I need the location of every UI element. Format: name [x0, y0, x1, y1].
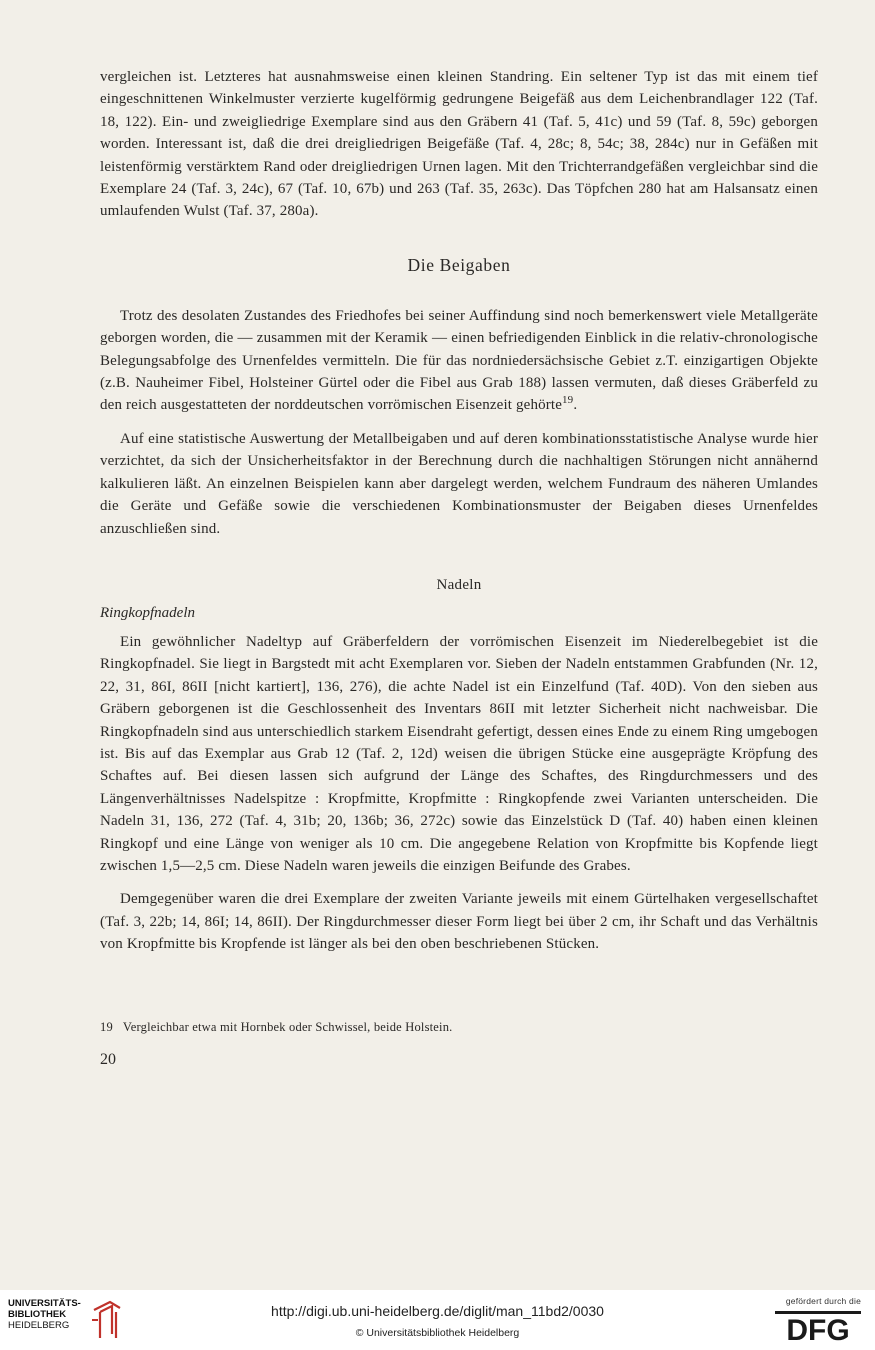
footnote-text: Vergleichbar etwa mit Hornbek oder Schwissel, beide Holstein.: [122, 1019, 453, 1034]
document-url-link[interactable]: http://digi.ub.uni-heidelberg.de/diglit/man_11bd2/0030: [271, 1303, 604, 1319]
subsection-title: Nadeln: [436, 576, 482, 593]
footnote-reference: 19: [562, 394, 574, 407]
dfg-logo[interactable]: [771, 1296, 861, 1344]
dfg-caption: gefördert durch die: [785, 1296, 861, 1306]
library-line-3: HEIDELBERG: [8, 1320, 70, 1331]
library-line-1: UNIVERSITÄTS-: [8, 1298, 81, 1309]
paragraph-ringkopfnadeln: Ein gewöhnlicher Nadeltyp auf Gräberfeldern der vorrömischen Eisenzeit im Niederelbegebiet ist die Ringkopfnadel. Sie liegt in Bargstedt mit acht Exemplaren vor. Sieben der Nadeln entstammen Grabfunden (Nr. 12, 22, 31, 86I, 86II [nicht kartiert], 136, 276), die achte Nadel ist ein Einzelfund (Taf. 40D). Von den sieben aus Gräbern geborgenen ist die Geschlossenheit des Inventars 86II mit letzter Sicherheit nicht nachweisbar. Die Ringkopfnadeln sind aus unterschiedlich starkem Eisendraht gefertigt, dessen eines Ende zu einem Ring umgebogen ist. Bis auf das Exemplar aus Grab 12 (Taf. 2, 12d) weisen die übrigen Stücke eine ausgeprägte Kröpfung des Schaftes auf. Bei diesen lassen sich aufgrund der Länge des Schaftes, des Ringdurchmessers und des Längenverhältnisses Nadelspitze : Kropfmitte, Kropfmitte : Ringkopfende zwei Varianten unterscheiden. Die Nadeln 31, 136, 272 (Taf. 4, 31b; 20, 136b; 36, 272c) sowie das Einzelstück D (Taf. 40) haben einen kleinen Ringkopf und eine Länge von weniger als 10 cm. Die angegebene Relation von Kropfmitte bis Kopfende liegt zwischen 1,5—2,5 cm. Diese Nadeln waren jeweils die einzigen Beifunde des Grabes.: [100, 633, 818, 874]
paragraph-intro-text: Trotz des desolaten Zustandes des Friedhofes bei seiner Auffindung sind noch bemerkenswert viele Metallgeräte geborgen worden, die — zusammen mit der Keramik — einen befriedigenden Einblick in die relativ-chronologische Belegungsabfolge des Urnenfeldes vermitteln. Die für das nordniedersächsische Gebiet z.T. einzigartigen Objekte (z.B. Nauheimer Fibel, Holsteiner Gürtel oder die Fibel aus Grab 188) lassen vermuten, daß dieses Gräberfeld zu den reich ausgestatteten der norddeutschen vorrömischen Eisenzeit gehörte: [100, 307, 818, 414]
paragraph-continuation: vergleichen ist. Letzteres hat ausnahmsweise einen kleinen Standring. Ein seltener Typ ist das mit einem tief eingeschnittenen Winkelmuster verzierte kugelförmig gedrungene Beigefäß aus dem Leichenbrandlager 122 (Taf. 18, 122). Ein- und zweigliedrige Exemplare sind aus den Gräbern 41 (Taf. 5, 41c) und 59 (Taf. 8, 59c) geborgen worden. Interessant ist, daß die drei dreigliedrigen Beigefäße (Taf. 4, 28c; 8, 54c; 38, 284c) nur in Gefäßen mit leistenförmig verstärktem Rand oder dreigliedrigen Urnen lagen. Mit den Trichterrandgefäßen vergleichbar sind die Exemplare 24 (Taf. 3, 24c), 67 (Taf. 10, 67b) und 263 (Taf. 35, 263c). Das Töpfchen 280 hat am Halsansatz einen umlaufenden Wulst (Taf. 37, 280a).: [100, 69, 818, 220]
section-title: Die Beigaben: [407, 254, 511, 275]
footnote: [100, 1020, 818, 1035]
subheading-ringkopfnadeln: Ringkopfnadeln: [100, 604, 195, 621]
copyright-notice: © Universitätsbibliothek Heidelberg: [355, 1327, 520, 1339]
dfg-logo-icon: [775, 1308, 861, 1342]
footer-bar: [0, 1290, 875, 1350]
paragraph-statistics: Auf eine statistische Auswertung der Metallbeigaben und auf deren kombinationsstatistische Analyse wurde hier verzichtet, da sich der Unsicherheitsfaktor in der Berechnung durch die nachhaltigen Störungen nicht annähernd kalkulieren läßt. An einzelnen Beispielen kann aber dargelegt werden, welchem Fundraum des näheren Umlandes die Geräte und Gefäße sowie die verschiedenen Kombinationsmuster der Beigaben dieses Urnenfeldes anzuschließen sind.: [100, 430, 818, 537]
footnote-number: 19: [100, 1019, 113, 1034]
dfg-logo-text: DFG: [786, 1314, 850, 1342]
paragraph-second-variant: Demgegenüber waren die drei Exemplare der zweiten Variante jeweils mit einem Gürtelhaken vergesellschaftet (Taf. 3, 22b; 14, 86I; 14, 86II). Der Ringdurchmesser dieser Form liegt bei über 2 cm, ihr Schaft und das Verhältnis von Kropfmitte bis Kropfende ist länger als bei den oben beschriebenen Stücken.: [100, 891, 818, 953]
paragraph-intro-end: .: [573, 397, 578, 414]
paragraph-intro: [100, 305, 818, 417]
library-line-2: BIBLIOTHEK: [8, 1309, 67, 1320]
page-number: 20: [100, 1050, 116, 1068]
page-content: [100, 66, 818, 1069]
